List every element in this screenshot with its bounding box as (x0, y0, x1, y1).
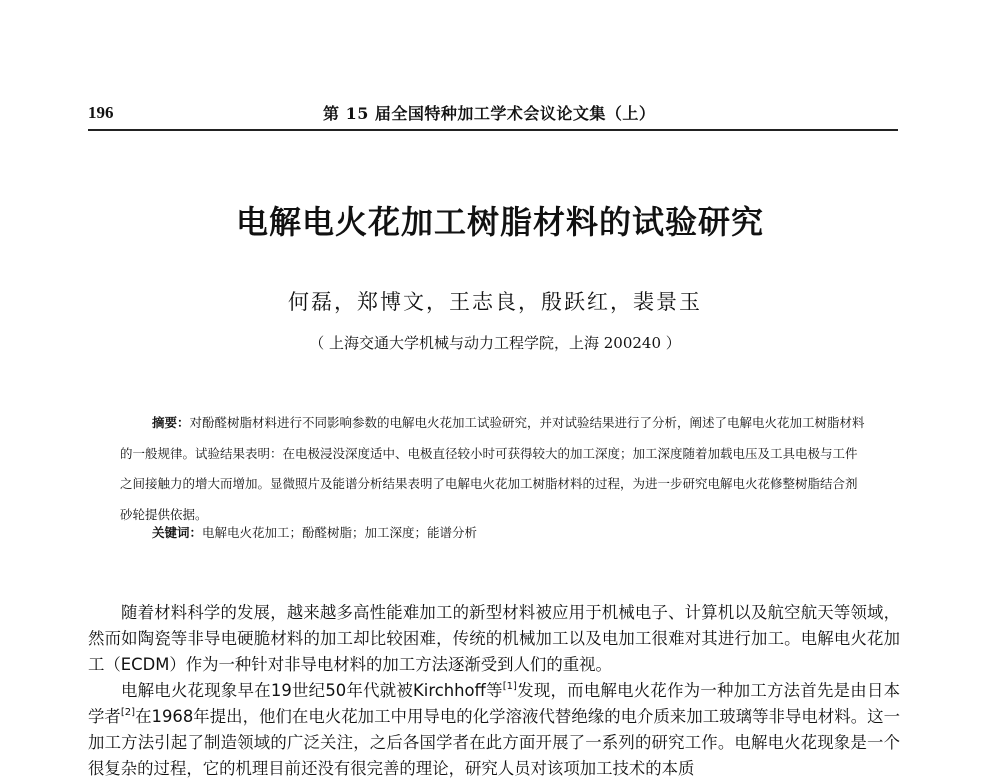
authors: 何磊，郑博文，王志良，殷跃红，裴景玉 (288, 290, 702, 314)
body-text (88, 600, 900, 782)
keywords-text: 电解电火花加工；酚醛树脂；加工深度；能谱分析 (202, 525, 478, 540)
citation[interactable]: [2] (120, 707, 136, 718)
citation[interactable]: [1] (502, 681, 517, 692)
abstract-text: 对酚醛树脂材料进行不同影响参数的电解电火花加工试验研究，并对试验结果进行了分析，阐述了电解电火花加工树脂材料的一般规律。试验结果表明：在电极浸没深度适中、电极直径较小时可获得较大的加工深度；加工深度随着加载电压及工具电极与工件之间接触力的增大而增加。显微照片及能谱分析结果表明了电解电火花加工树脂材料的过程，为进一步研究电解电火花修整树脂结合剂砂轮提供依据。 (120, 415, 865, 522)
abstract (120, 408, 865, 530)
running-title: 第 15 届全国特种加工学术会议论文集（上） (323, 104, 656, 123)
keywords (152, 523, 477, 541)
page-number: 196 (88, 103, 114, 122)
affiliation: （ 上海交通大学机械与动力工程学院，上海 200240 ） (309, 334, 681, 352)
abstract-label: 摘要： (152, 415, 190, 430)
paper-title: 电解电火花加工树脂材料的试验研究 (235, 203, 764, 241)
paragraph: 电解电火花现象早在19世纪50年代就被Kirchhoff等[1]发现，而电解电火花作为一种加工方法首先是由日本学者[2]在1968年提出，他们在电火花加工中用导电的化学溶液代替绝缘的电介质来加工玻璃等非导电材料。这一加工方法引起了制造领域的广泛关注，之后各国学者在此方面开展了一系列的研究工作。电解电火花现象是一个很复杂的过程，它的机理目前还没有很完善的理论，研究人员对该项加工技术的本质 (88, 681, 900, 778)
paragraph: 随着材料科学的发展，越来越多高性能难加工的新型材料被应用于机械电子、计算机以及航空航天等领域，然而如陶瓷等非导电硬脆材料的加工却比较困难，传统的机械加工以及电加工很难对其进行加工。电解电火花加工（ECDM）作为一种针对非导电材料的加工方法逐渐受到人们的重视。 (88, 603, 900, 674)
keywords-label: 关键词： (152, 525, 203, 540)
page-header (88, 101, 898, 131)
